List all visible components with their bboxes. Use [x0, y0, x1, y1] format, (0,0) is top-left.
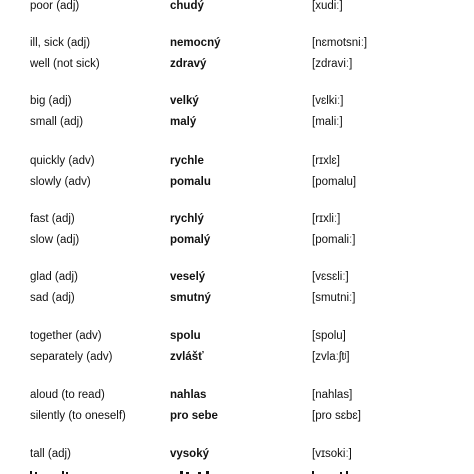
czech-term: malý: [170, 116, 197, 128]
pronunciation: [pomalu]: [312, 176, 357, 188]
vocab-row: [0, 209, 474, 229]
czech-term: pomalu: [170, 176, 211, 188]
vocab-row: [0, 347, 474, 367]
czech-term: chudý: [170, 0, 204, 12]
pronunciation: [vɛsɛliː]: [312, 271, 349, 283]
czech-term: zdravý: [170, 58, 207, 70]
czech-term: pro sebe: [170, 410, 218, 422]
czech-term: nemocný: [170, 37, 221, 49]
english-term: big (adj): [30, 95, 72, 107]
english-term: sad (adj): [30, 292, 75, 304]
english-term: together (adv): [30, 330, 102, 342]
vocab-row: [0, 172, 474, 192]
vocab-row: [0, 267, 474, 287]
pronunciation: [nɛmotsniː]: [312, 37, 368, 49]
english-term: aloud (to read): [30, 389, 105, 401]
czech-term: pomalý: [170, 234, 211, 246]
english-term: ill, sick (adj): [30, 37, 91, 49]
vocab-row: [0, 406, 474, 426]
pronunciation: [smutniː]: [312, 292, 356, 304]
vocab-row: [0, 91, 474, 111]
english-term: fast (adj): [30, 213, 75, 225]
czech-term: vysoký: [170, 448, 210, 460]
czech-term: nahlas: [170, 389, 207, 401]
pronunciation: [xudiː]: [312, 0, 343, 12]
pronunciation: [vɛlkiː]: [312, 95, 344, 107]
english-term: separately (adv): [30, 351, 113, 363]
czech-term: rychlý: [170, 213, 204, 225]
english-term: slow (adj): [30, 234, 80, 246]
english-term: poor (adj): [30, 0, 80, 12]
english-term: silently (to oneself): [30, 410, 126, 422]
english-term: quickly (adv): [30, 155, 95, 167]
czech-term: smutný: [170, 292, 211, 304]
czech-term: spolu: [170, 330, 201, 342]
vocab-row: [0, 0, 474, 16]
pronunciation: [maliː]: [312, 116, 343, 128]
vocab-row: [0, 151, 474, 171]
vocab-row: [0, 444, 474, 464]
pronunciation: [nahlas]: [312, 389, 353, 401]
czech-term: rychle: [170, 155, 204, 167]
english-term: well (not sick): [30, 58, 100, 70]
vocab-row: [0, 54, 474, 74]
cut-off-row: [0, 462, 474, 474]
vocab-row: [0, 288, 474, 308]
pronunciation: [spolu]: [312, 330, 346, 342]
pronunciation: [vɪsokiː]: [312, 448, 352, 460]
pronunciation: [pomaliː]: [312, 234, 356, 246]
pronunciation: [zdraviː]: [312, 58, 353, 70]
cut-off-text-fragments: [0, 463, 474, 474]
english-term: small (adj): [30, 116, 84, 128]
english-term: glad (adj): [30, 271, 78, 283]
czech-term: velký: [170, 95, 199, 107]
czech-term: veselý: [170, 271, 206, 283]
vocab-row: [0, 112, 474, 132]
vocab-row: [0, 326, 474, 346]
pronunciation: [zvlaːʃtʲ]: [312, 351, 350, 363]
pronunciation: [rɪxliː]: [312, 213, 341, 225]
vocab-row: [0, 230, 474, 250]
pronunciation: [pro sɛbɛ]: [312, 410, 361, 422]
english-term: slowly (adv): [30, 176, 91, 188]
pronunciation: [rɪxlɛ]: [312, 155, 340, 167]
czech-term: zvlášť: [170, 351, 204, 363]
english-term: tall (adj): [30, 448, 71, 460]
vocab-row: [0, 33, 474, 53]
vocab-row: [0, 385, 474, 405]
